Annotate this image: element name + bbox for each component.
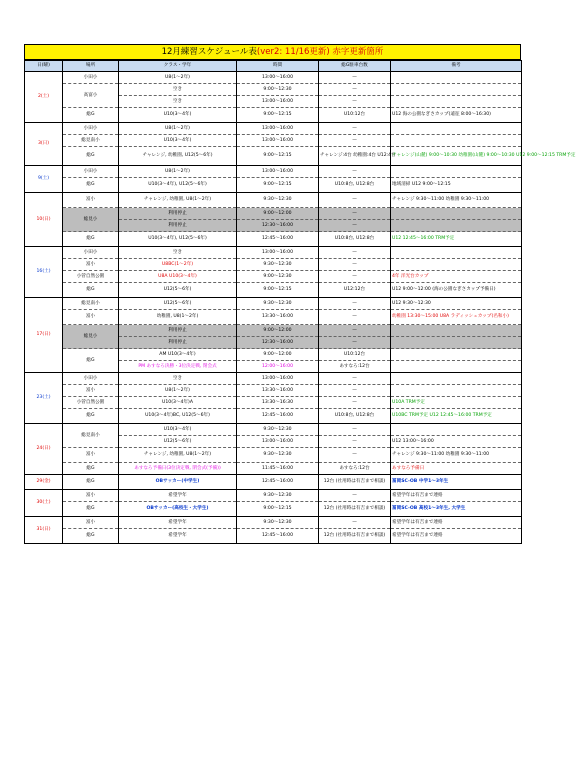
time-cell: 13:30〜16:30 [237,397,319,409]
place-cell: 総G [63,502,119,517]
place-cell: 小田小 [63,123,119,135]
table-row [25,463,522,475]
class-cell: OBサッカー(高校生・大学生) [119,502,237,517]
note-cell [391,166,522,178]
day-cell: 29(金) [25,475,63,490]
place-cell: 富小 [63,385,119,397]
parking-cell: — [319,135,391,147]
parking-cell: — [319,424,391,436]
parking-cell: U10:8台, U12:8台 [319,178,391,193]
note-cell [391,84,522,96]
class-cell: U10(3〜4年)BC, U12(5〜6年) [119,409,237,424]
table-row [25,424,522,436]
parking-cell: — [319,84,391,96]
class-cell: 利用停止 [119,208,237,220]
place-cell: 総G [63,147,119,166]
note-cell [391,135,522,147]
place-cell: 総G [63,475,119,490]
place-cell: 小田小 [63,247,119,259]
time-cell: 9:00〜12:15 [237,502,319,517]
note-cell [391,349,522,361]
time-cell: 13:00〜16:00 [237,123,319,135]
time-cell: 9:00〜12:00 [237,325,319,337]
parking-cell: U10:8台, U12:8台 [319,409,391,424]
parking-cell: U10:8台, U12:8台 [319,232,391,247]
place-cell: 高富小 [63,84,119,108]
place-cell: 総G [63,409,119,424]
note-cell: チャレンジ(山麓) 9:00〜10:30 幼稚園(山麓) 9:00〜10:30 U12 9:00〜12:15 TRM予定 [391,147,522,166]
table-row [25,123,522,135]
day-cell: 30(土) [25,490,63,517]
class-cell: 空き [119,247,237,259]
place-cell: 富小 [63,448,119,463]
note-cell: 冨岡SC-OB 高校1〜3年生, 大学生 [391,502,522,517]
parking-cell: 12台 (社用時は有吉まで相談) [319,475,391,490]
time-cell: 12:30〜16:00 [237,337,319,349]
table-row [25,490,522,502]
time-cell: 13:00〜16:00 [237,72,319,84]
header-time: 時間 [237,61,319,72]
table-row [25,247,522,259]
place-cell: 富小 [63,490,119,502]
day-cell: 10(日) [25,193,63,247]
parking-cell: — [319,247,391,259]
time-cell: 13:00〜16:00 [237,166,319,178]
class-cell: あすなろ予備日(3位決定戦, 閉会式(予備)) [119,463,237,475]
class-cell: U8(1〜2年) [119,166,237,178]
sheet-title [24,44,521,60]
schedule-body [25,72,576,544]
note-cell: 希望学年は有吉まで連絡 [391,490,522,502]
table-row [25,193,522,208]
parking-cell: — [319,193,391,208]
note-cell: 地域清掃 U12 9:00〜12:15 [391,178,522,193]
table-row [25,349,522,361]
table-row [25,166,522,178]
note-cell: 希望学年は有吉まで連絡 [391,517,522,529]
parking-cell: U10:12台 [319,349,391,361]
place-cell: 総G [63,349,119,373]
table-row [25,310,522,325]
class-cell: U12(5〜6年) [119,283,237,298]
note-cell: U12 12:45〜16:00 TRM予定 [391,232,522,247]
class-cell: U10(3〜4年), U12(5〜6年) [119,232,237,247]
note-cell: チャレンジ 9:30〜11:00 幼稚園 9:30〜11:00 [391,193,522,208]
time-cell: 13:00〜16:00 [237,96,319,108]
time-cell: 13:00〜16:00 [237,436,319,448]
place-cell: 総G [63,529,119,544]
class-cell: U10(3〜4年) [119,108,237,123]
place-cell: 総見南小 [63,135,119,147]
class-cell: 希望学年 [119,517,237,529]
class-cell: U8(1〜2年) [119,123,237,135]
parking-cell: — [319,385,391,397]
time-cell: 12:45〜16:00 [237,409,319,424]
table-row [25,373,522,385]
title-note: (ver2: 11/16更新) 赤字更新箇所 [256,47,384,57]
table-row [25,72,522,84]
class-cell: U10(3〜4年) [119,135,237,147]
time-cell: 9:30〜12:30 [237,490,319,502]
day-cell: 16(土) [25,247,63,298]
time-cell: 9:30〜12:30 [237,517,319,529]
place-cell: 総見南小 [63,424,119,448]
parking-cell: 12台 (社用時は有吉まで相談) [319,529,391,544]
place-cell: 富小 [63,259,119,271]
table-row [25,397,522,409]
parking-cell: U10:12台 [319,108,391,123]
table-row [25,409,522,424]
place-cell: 小田小 [63,166,119,178]
table-row [25,448,522,463]
note-cell: U10A TRM予定 [391,397,522,409]
class-cell: OBサッカー(中学生) [119,475,237,490]
parking-cell: — [319,436,391,448]
parking-cell: チャレンジ:4台 幼稚園:4台 U12:4台 [319,147,391,166]
header-parking: 総G駐車台数 [319,61,391,72]
class-cell: AM U10(3〜4年) [119,349,237,361]
schedule-table [24,60,576,544]
class-cell: U8A U10(3〜4年) [119,271,237,283]
place-cell: 総G [63,232,119,247]
place-cell: 小田小 [63,72,119,84]
class-cell: チャレンジ, 幼稚園, U8(1〜2年) [119,448,237,463]
place-cell: 総G [63,108,119,123]
parking-cell: — [319,208,391,220]
header-class: クラス・学年 [119,61,237,72]
parking-cell: あすなろ:12台 [319,463,391,475]
class-cell: U8(1〜2年) [119,385,237,397]
note-cell [391,373,522,385]
table-row [25,271,522,283]
time-cell: 9:00〜12:15 [237,108,319,123]
parking-cell: — [319,72,391,84]
note-cell [391,325,522,337]
note-cell: U12 9:00〜12:00 (海の公園なぎさカップ予備日) [391,283,522,298]
note-cell: U12 9:30〜12:30 [391,298,522,310]
note-cell: チャレンジ 9:30〜11:00 幼稚園 9:30〜11:00 [391,448,522,463]
note-cell [391,424,522,436]
class-cell: 空き [119,373,237,385]
place-cell: 総G [63,283,119,298]
time-cell: 9:30〜12:30 [237,448,319,463]
day-cell: 31(日) [25,517,63,544]
note-cell [391,385,522,397]
table-row [25,502,522,517]
time-cell: 9:30〜12:30 [237,298,319,310]
parking-cell: — [319,298,391,310]
class-cell: U8BC(1〜2年) [119,259,237,271]
table-row [25,178,522,193]
class-cell: チャレンジ, 幼稚園, U8(1〜2年) [119,193,237,208]
time-cell: 9:30〜12:30 [237,193,319,208]
note-cell: U12 13:00〜16:00 [391,436,522,448]
table-row [25,147,522,166]
time-cell: 9:30〜12:30 [237,424,319,436]
note-cell: 幼稚園 13:30〜15:00 U8A ラディッシュカップ(名和小) [391,310,522,325]
time-cell: 9:00〜12:15 [237,178,319,193]
place-cell: 小菅自然公園 [63,397,119,409]
class-cell: U10(3〜4年)A [119,397,237,409]
parking-cell: — [319,517,391,529]
note-cell [391,220,522,232]
schedule-sheet [24,44,576,544]
table-row [25,108,522,123]
parking-cell: — [319,310,391,325]
class-cell: U8(1〜2年) [119,72,237,84]
time-cell: 9:00〜12:15 [237,283,319,298]
table-row [25,208,522,220]
note-cell [391,259,522,271]
note-cell: 冨岡SC-OB 中学1〜3年生 [391,475,522,490]
time-cell: 12:45〜16:00 [237,529,319,544]
note-cell [391,96,522,108]
table-row [25,135,522,147]
table-row [25,84,522,96]
table-row [25,385,522,397]
time-cell: 12:00〜16:00 [237,361,319,373]
day-cell: 23(土) [25,373,63,424]
class-cell: U10(3〜4年) [119,424,237,436]
table-row [25,475,522,490]
table-row [25,298,522,310]
time-cell: 13:00〜16:00 [237,135,319,147]
day-cell: 3(日) [25,123,63,166]
table-row [25,283,522,298]
note-cell [391,208,522,220]
time-cell: 9:00〜12:15 [237,147,319,166]
time-cell: 13:30〜16:00 [237,385,319,397]
day-cell: 2(土) [25,72,63,123]
day-cell: 24(日) [25,424,63,475]
time-cell: 13:30〜16:00 [237,310,319,325]
note-cell: 4年 洋光台カップ [391,271,522,283]
parking-cell: — [319,337,391,349]
parking-cell: — [319,397,391,409]
place-cell: 富小 [63,193,119,208]
time-cell: 9:30〜12:30 [237,259,319,271]
place-cell: 総見小 [63,325,119,349]
time-cell: 11:45〜16:00 [237,463,319,475]
parking-cell: — [319,220,391,232]
time-cell: 13:00〜16:00 [237,247,319,259]
note-cell [391,247,522,259]
title-main: 12月練習スケジュール表 [161,47,257,57]
parking-cell: — [319,259,391,271]
place-cell: 総G [63,178,119,193]
class-cell: 空き [119,84,237,96]
class-cell: 希望学年 [119,529,237,544]
class-cell: U12(5〜6年) [119,298,237,310]
header-row [25,61,522,72]
table-row [25,529,522,544]
note-cell: 希望学年は有吉まで連絡 [391,529,522,544]
place-cell: 富小 [63,310,119,325]
table-row [25,259,522,271]
time-cell: 13:00〜16:00 [237,373,319,385]
parking-cell: — [319,448,391,463]
place-cell: 富小 [63,517,119,529]
class-cell: 幼稚園, U8(1〜2年) [119,310,237,325]
time-cell: 9:00〜12:00 [237,349,319,361]
time-cell: 9:00〜12:30 [237,84,319,96]
note-cell [391,123,522,135]
note-cell: U10BC TRM予定 U12 12:45〜16:00 TRM予定 [391,409,522,424]
day-cell: 9(土) [25,166,63,193]
parking-cell: — [319,325,391,337]
note-cell [391,72,522,84]
table-row [25,232,522,247]
parking-cell: 12台 (社用時は有吉まで相談) [319,502,391,517]
table-row [25,325,522,337]
table-row [25,517,522,529]
class-cell: 希望学年 [119,490,237,502]
parking-cell: — [319,123,391,135]
header-note: 備考 [391,61,522,72]
class-cell: PM あすなろ決勝・3位決定戦, 閉会式 [119,361,237,373]
class-cell: 空き [119,96,237,108]
parking-cell: — [319,490,391,502]
parking-cell: U12:12台 [319,283,391,298]
class-cell: チャレンジ, 幼稚園, U12(5〜6年) [119,147,237,166]
class-cell: 利用停止 [119,337,237,349]
parking-cell: あすなろ:12台 [319,361,391,373]
header-place: 場所 [63,61,119,72]
time-cell: 12:45〜16:00 [237,475,319,490]
note-cell [391,361,522,373]
parking-cell: — [319,373,391,385]
place-cell: 総見小 [63,208,119,232]
place-cell: 総見南小 [63,298,119,310]
parking-cell: — [319,96,391,108]
place-cell: 総G [63,463,119,475]
parking-cell: — [319,166,391,178]
class-cell: 利用停止 [119,325,237,337]
note-cell: あすなろ予備日 [391,463,522,475]
time-cell: 9:00〜12:00 [237,208,319,220]
note-cell [391,337,522,349]
time-cell: 12:30〜16:00 [237,220,319,232]
class-cell: 利用停止 [119,220,237,232]
place-cell: 小菅自然公園 [63,271,119,283]
day-cell: 17(日) [25,298,63,373]
header-day: 日(曜) [25,61,63,72]
class-cell: U10(3〜4年), U12(5〜6年) [119,178,237,193]
parking-cell: — [319,271,391,283]
note-cell: U12 海の公園なぎさカップ(遠征 8:00〜16:30) [391,108,522,123]
place-cell: 小田小 [63,373,119,385]
class-cell: U12(5〜6年) [119,436,237,448]
time-cell: 12:45〜16:00 [237,232,319,247]
time-cell: 9:00〜12:30 [237,271,319,283]
